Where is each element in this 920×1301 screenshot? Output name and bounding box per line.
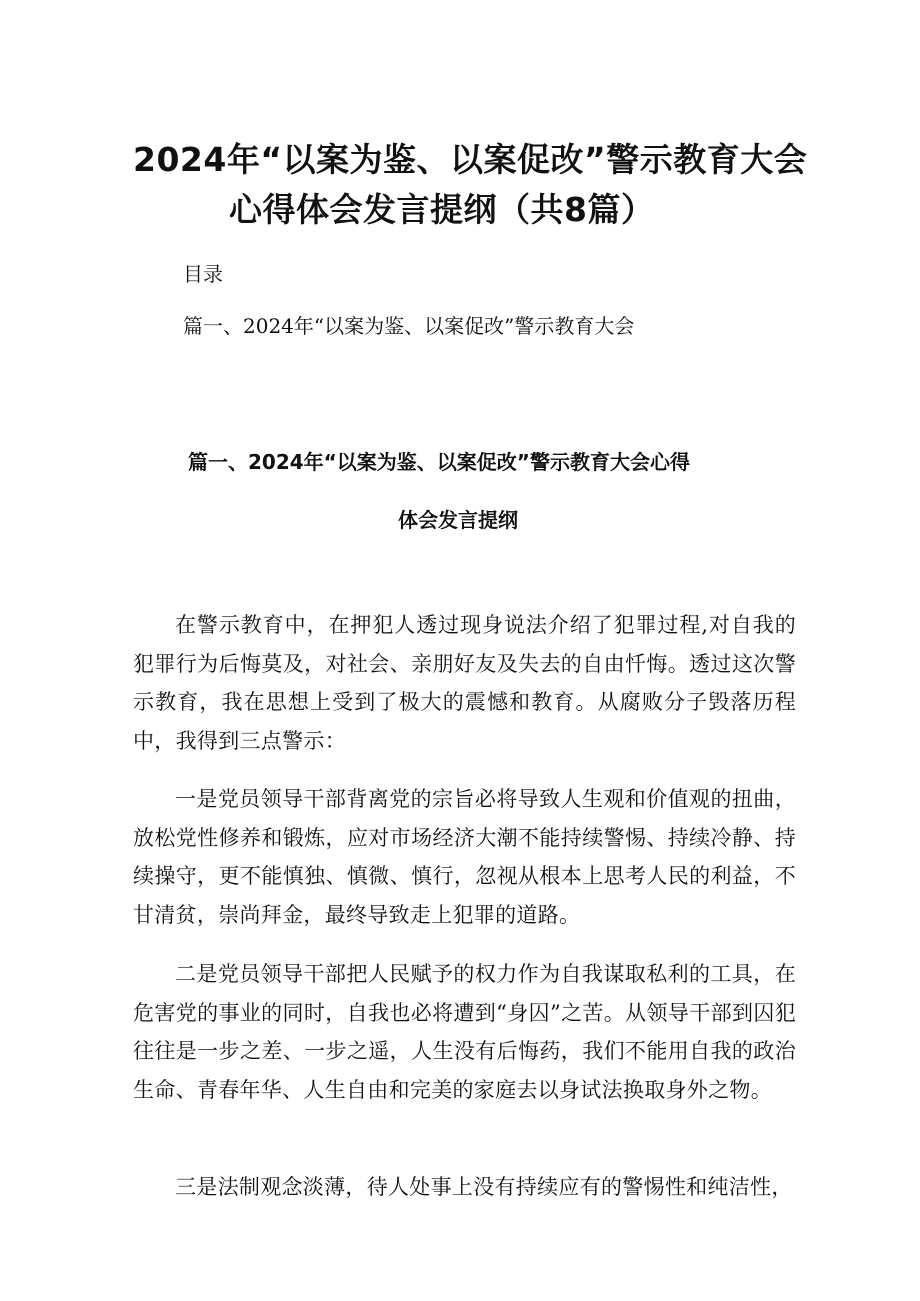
document-title-line-2: 心得体会发言提纲（共8篇）: [229, 190, 655, 229]
section-heading-line-1: 篇一、2024年“以案为鉴、以案促改”警示教育大会心得: [188, 450, 690, 474]
document-title-line-1: 2024年“以案为鉴、以案促改”警示教育大会: [133, 140, 808, 179]
body-paragraph: 三是法制观念淡薄，待人处事上没有持续应有的警惕性和纯洁性，: [175, 1175, 793, 1199]
body-paragraph: 在警示教育中，在押犯人透过现身说法介绍了犯罪过程,对自我的犯罪行为后悔莫及，对社会、亲朋好友及失去的自由忏悔。透过这次警示教育，我在思想上受到了极大的震憾和教育。从腐败分子毁落历程中，我得到三点警示：: [133, 613, 796, 753]
section-heading-line-2: 体会发言提纲: [398, 508, 518, 532]
toc-label: 目录: [183, 262, 223, 286]
toc-item[interactable]: 篇一、2024年“以案为鉴、以案促改”警示教育大会: [183, 314, 635, 338]
body-paragraph: 一是党员领导干部背离党的宗旨必将导致人生观和价值观的扭曲，放松党性修养和锻炼，应对市场经济大潮不能持续警惕、持续冷静、持续操守，更不能慎独、慎微、慎行，忽视从根本上思考人民的利益，不甘清贫，崇尚拜金，最终导致走上犯罪的道路。: [133, 787, 796, 927]
body-paragraph: 二是党员领导干部把人民赋予的权力作为自我谋取私利的工具，在危害党的事业的同时，自我也必将遭到“身囚”之苦。从领导干部到囚犯往往是一步之差、一步之遥，人生没有后悔药，我们不能用自我的政治生命、青春年华、人生自由和完美的家庭去以身试法换取身外之物。: [133, 962, 796, 1102]
